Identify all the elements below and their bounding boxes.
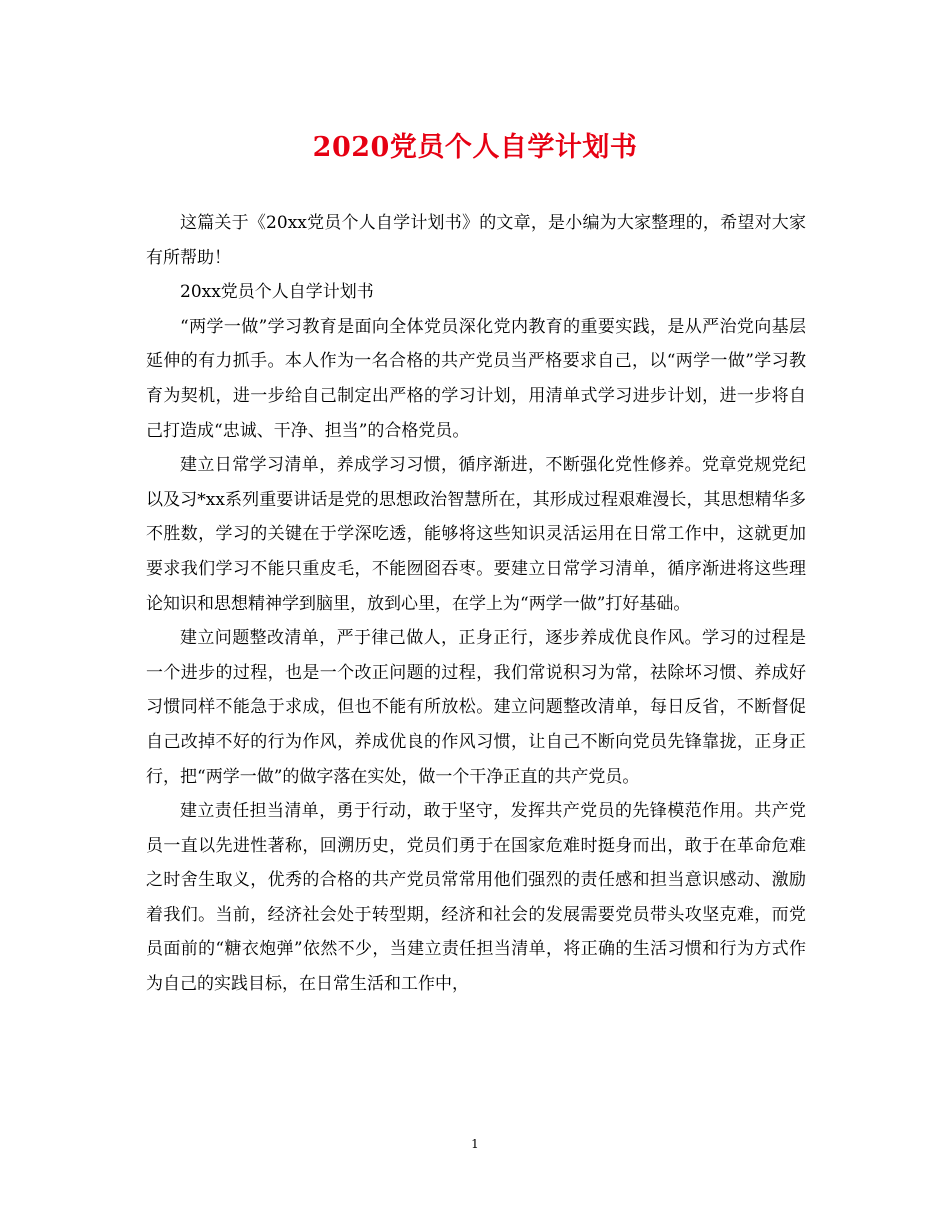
document-body	[146, 206, 806, 1002]
body-paragraph-3: 建立问题整改清单，严于律己做人，正身正行，逐步养成优良作风。学习的过程是一个进步的过程，也是一个改正问题的过程，我们常说积习为常，祛除坏习惯、养成好习惯同样不能急于求成，但也不能有所放松。建立问题整改清单，每日反省，不断督促自己改掉不好的行为作风，养成优良的作风习惯，让自己不断向党员先锋靠拢，正身正行，把“两学一做”的做字落在实处，做一个干净正直的共产党员。	[146, 628, 806, 787]
body-paragraph-2: 建立日常学习清单，养成学习习惯，循序渐进，不断强化党性修养。党章党规党纪以及习*xx系列重要讲话是党的思想政治智慧所在，其形成过程艰难漫长，其思想精华多不胜数，学习的关键在于学深吃透，能够将这些知识灵活运用在日常工作中，这就更加要求我们学习不能只重皮毛，不能囫囵吞枣。要建立日常学习清单，循序渐进将这些理论知识和思想精神学到脑里，放到心里，在学上为“两学一做”打好基础。	[146, 455, 806, 614]
body-paragraph-1: “两学一做”学习教育是面向全体党员深化党内教育的重要实践，是从严治党向基层延伸的有力抓手。本人作为一名合格的共产党员当严格要求自己，以“两学一做”学习教育为契机，进一步给自己制定出严格的学习计划，用清单式学习进步计划，进一步将自己打造成“忠诚、干净、担当”的合格党员。	[146, 316, 806, 441]
intro-paragraph: 这篇关于《20xx党员个人自学计划书》的文章，是小编为大家整理的，希望对大家有所帮助！	[146, 213, 806, 268]
body-paragraph-4: 建立责任担当清单，勇于行动，敢于坚守，发挥共产党员的先锋模范作用。共产党员一直以先进性著称，回溯历史，党员们勇于在国家危难时挺身而出，敢于在革命危难之时舍生取义，优秀的合格的共产党员常常用他们强烈的责任感和担当意识感动、激励着我们。当前，经济社会处于转型期，经济和社会的发展需要党员带头攻坚克难，而党员面前的“糖衣炮弹”依然不少，当建立责任担当清单，将正确的生活习惯和行为方式作为自己的实践目标，在日常生活和工作中，	[146, 801, 806, 995]
page-number: 1	[471, 1137, 479, 1151]
page-title: 2020党员个人自学计划书	[312, 132, 638, 163]
subtitle-paragraph: 20xx党员个人自学计划书	[180, 282, 374, 303]
